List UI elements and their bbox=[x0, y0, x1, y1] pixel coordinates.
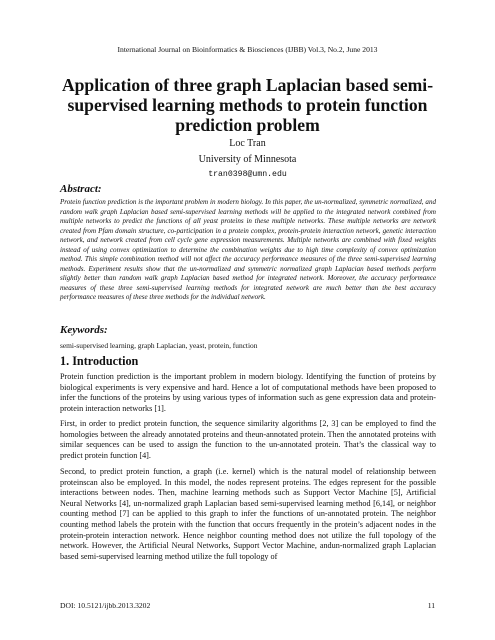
author-email: tran0398@umn.edu bbox=[208, 170, 287, 179]
keywords-heading: Keywords: bbox=[60, 324, 108, 336]
page-number: 11 bbox=[427, 601, 435, 610]
intro-paragraph: Protein function prediction is the important problem in modern biology. Identifying the function of proteins by biological experiments is very expensive and hard. Hence a lot of computational methods have been proposed to infer the functions of the proteins by using various types of information such as gene expression data and protein-protein interaction networks [1]. bbox=[60, 372, 436, 413]
section-heading-introduction: 1. Introduction bbox=[60, 354, 139, 368]
abstract-heading: Abstract: bbox=[60, 183, 102, 195]
footer-doi: DOI: 10.5121/ijbb.2013.3202 bbox=[60, 601, 151, 610]
intro-paragraph: Second, to predict protein function, a graph (i.e. kernel) which is the natural model of relationship between proteinscan also be employed. In this model, the nodes represent proteins. The edges represent for the possible interactions between nodes. Then, machine learning methods such as Support Vector Machine [5], Artificial Neural Networks [4], un-normalized graph Laplacian based semi-supervised learning method [6,14], or neighbor counting method [7] can be applied to this graph to infer the functions of un-annotated protein. The neighbor counting method labels the protein with the function that occurs frequently in the protein’s adjacent nodes in the protein-protein interaction network. Hence neighbor counting method does not utilize the full topology of the network. However, the Artificial Neural Networks, Support Vector Machine, andun-normalized graph Laplacian based semi-supervised learning method utilize the full topology of bbox=[60, 467, 436, 561]
abstract-text: Protein function prediction is the important problem in modern biology. In this paper, the un-normalized, symmetric normalized, and random walk graph Laplacian based semi-supervised learning methods will be applied to the integrated network combined from multiple networks to predict the functions of all yeast proteins in these multiple networks. These multiple networks are network created from Pfam domain structure, co-participation in a protein complex, protein-protein interaction network, genetic interaction network, and network created from cell cycle gene expression measurements. Multiple networks are combined with fixed weights instead of using convex optimization to determine the combination weights due to high time complexity of convex optimization method. This simple combination method will not affect the accuracy performance measures of the three semi-supervised learning methods. Experiment results show that the un-normalized and symmetric normalized graph Laplacian based methods perform slightly better than random walk graph Laplacian based method for integrated network. Moreover, the accuracy performance measures of these three semi-supervised learning methods for integrated network are much better than the best accuracy performance measures of these three methods for the individual network. bbox=[60, 198, 436, 301]
author-affiliation: University of Minnesota bbox=[198, 154, 297, 165]
author-name: Loc Tran bbox=[229, 138, 266, 149]
paper-title: Application of three graph Laplacian based semi-supervised learning methods to protein function prediction problem bbox=[61, 75, 434, 135]
journal-header: International Journal on Bioinformatics & Biosciences (IJBB) Vol.3, No.2, June 2013 bbox=[117, 45, 378, 54]
intro-paragraph: First, in order to predict protein function, the sequence similarity algorithms [2, 3] can be employed to find the homologies between the already annotated proteins and theun-annotated protein. Then the annotated proteins with similar sequences can be used to assign the function to the un-annotated protein. That’s the classical way to predict protein function [4]. bbox=[60, 419, 436, 460]
keywords-text: semi-supervised learning, graph Laplacian, yeast, protein, function bbox=[60, 341, 258, 350]
